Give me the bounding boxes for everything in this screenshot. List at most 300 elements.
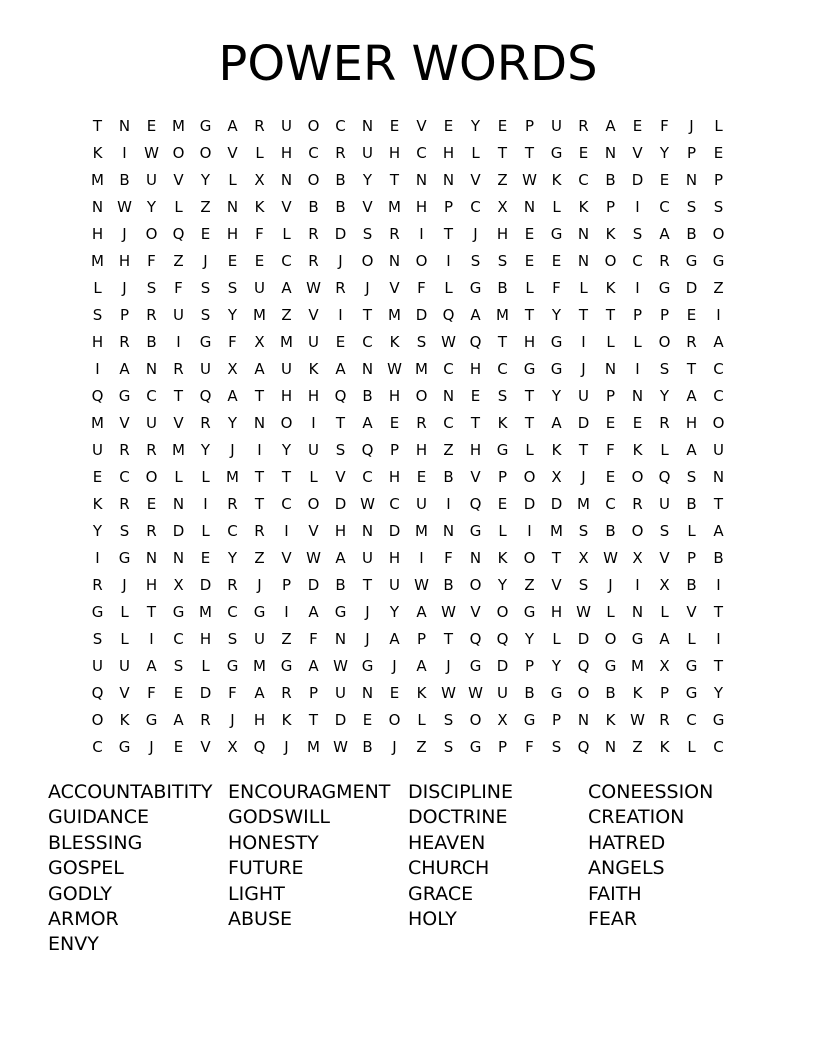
grid-letter[interactable]: M	[253, 306, 266, 324]
grid-letter[interactable]: C	[443, 360, 454, 378]
grid-letter[interactable]: B	[119, 171, 130, 189]
grid-letter[interactable]: V	[335, 468, 346, 486]
grid-letter[interactable]: K	[632, 684, 643, 702]
grid-letter[interactable]: G	[550, 225, 563, 243]
grid-letter[interactable]: I	[149, 630, 154, 648]
grid-letter[interactable]: Q	[172, 225, 185, 243]
grid-letter[interactable]: K	[497, 549, 508, 567]
grid-letter[interactable]: H	[550, 603, 563, 621]
grid-letter[interactable]: S	[335, 441, 346, 459]
grid-letter[interactable]: N	[226, 198, 239, 216]
grid-letter[interactable]: U	[335, 684, 346, 702]
grid-letter[interactable]: C	[470, 198, 481, 216]
grid-letter[interactable]: R	[308, 252, 319, 270]
grid-letter[interactable]: U	[362, 549, 373, 567]
grid-letter[interactable]: P	[605, 198, 616, 216]
grid-letter[interactable]: Y	[551, 387, 562, 405]
grid-letter[interactable]: Q	[91, 684, 104, 702]
grid-letter[interactable]: O	[415, 387, 428, 405]
grid-letter[interactable]: S	[659, 522, 670, 540]
grid-letter[interactable]: P	[443, 198, 454, 216]
grid-letter[interactable]: Y	[497, 576, 508, 594]
grid-letter[interactable]: C	[686, 711, 697, 729]
grid-letter[interactable]: M	[199, 603, 212, 621]
grid-letter[interactable]: E	[173, 684, 184, 702]
grid-letter[interactable]: M	[415, 360, 428, 378]
grid-letter[interactable]: E	[254, 252, 265, 270]
grid-letter[interactable]: L	[687, 522, 696, 540]
grid-letter[interactable]: U	[254, 279, 265, 297]
grid-letter[interactable]: U	[308, 441, 319, 459]
grid-letter[interactable]: N	[280, 171, 293, 189]
grid-letter[interactable]: R	[200, 711, 211, 729]
grid-letter[interactable]: L	[255, 144, 264, 162]
grid-letter[interactable]: G	[226, 657, 239, 675]
grid-letter[interactable]: X	[227, 360, 238, 378]
grid-letter[interactable]: G	[550, 144, 563, 162]
grid-letter[interactable]: I	[527, 522, 532, 540]
grid-letter[interactable]: E	[659, 171, 670, 189]
grid-letter[interactable]: G	[361, 657, 374, 675]
grid-letter[interactable]: M	[388, 198, 401, 216]
grid-letter[interactable]: G	[523, 603, 536, 621]
grid-letter[interactable]: D	[307, 576, 320, 594]
grid-letter[interactable]: V	[119, 684, 130, 702]
grid-letter[interactable]: C	[443, 414, 454, 432]
grid-letter[interactable]: H	[253, 711, 266, 729]
grid-letter[interactable]: J	[365, 630, 370, 648]
grid-letter[interactable]: N	[442, 522, 455, 540]
grid-letter[interactable]: P	[281, 576, 292, 594]
grid-letter[interactable]: P	[497, 738, 508, 756]
grid-letter[interactable]: J	[446, 657, 451, 675]
grid-letter[interactable]: R	[119, 333, 130, 351]
grid-letter[interactable]: R	[173, 360, 184, 378]
grid-letter[interactable]: O	[631, 522, 644, 540]
grid-letter[interactable]: S	[497, 387, 508, 405]
grid-letter[interactable]: N	[712, 468, 725, 486]
grid-letter[interactable]: T	[173, 387, 184, 405]
grid-letter[interactable]: W	[603, 549, 618, 567]
grid-letter[interactable]: R	[281, 684, 292, 702]
grid-letter[interactable]: D	[577, 630, 590, 648]
grid-letter[interactable]: D	[523, 495, 536, 513]
grid-letter[interactable]: V	[632, 144, 643, 162]
grid-letter[interactable]: T	[578, 441, 589, 459]
grid-letter[interactable]: L	[498, 522, 507, 540]
grid-letter[interactable]: L	[120, 630, 129, 648]
grid-letter[interactable]: R	[146, 522, 157, 540]
grid-letter[interactable]: H	[523, 333, 536, 351]
grid-letter[interactable]: I	[716, 306, 721, 324]
grid-letter[interactable]: E	[362, 711, 373, 729]
grid-letter[interactable]: E	[686, 306, 697, 324]
grid-letter[interactable]: I	[284, 603, 289, 621]
grid-letter[interactable]: K	[119, 711, 130, 729]
grid-letter[interactable]: B	[686, 495, 697, 513]
grid-letter[interactable]: R	[416, 414, 427, 432]
grid-letter[interactable]: R	[254, 522, 265, 540]
grid-letter[interactable]: U	[173, 306, 184, 324]
grid-letter[interactable]: U	[497, 684, 508, 702]
grid-letter[interactable]: V	[362, 198, 373, 216]
grid-letter[interactable]: A	[470, 306, 481, 324]
grid-letter[interactable]: G	[118, 738, 131, 756]
grid-letter[interactable]: I	[635, 279, 640, 297]
grid-letter[interactable]: K	[551, 441, 562, 459]
grid-letter[interactable]: J	[203, 252, 208, 270]
grid-letter[interactable]: G	[604, 657, 617, 675]
grid-letter[interactable]: J	[473, 225, 478, 243]
grid-letter[interactable]: O	[199, 144, 212, 162]
grid-letter[interactable]: D	[550, 495, 563, 513]
grid-letter[interactable]: X	[254, 333, 265, 351]
grid-letter[interactable]: A	[119, 360, 130, 378]
grid-letter[interactable]: E	[524, 225, 535, 243]
grid-letter[interactable]: K	[416, 684, 427, 702]
grid-letter[interactable]: Q	[577, 738, 590, 756]
grid-letter[interactable]: Z	[443, 441, 454, 459]
grid-letter[interactable]: T	[92, 117, 103, 135]
grid-letter[interactable]: G	[550, 360, 563, 378]
grid-letter[interactable]: X	[551, 468, 562, 486]
grid-letter[interactable]: R	[227, 495, 238, 513]
grid-letter[interactable]: A	[713, 333, 724, 351]
grid-letter[interactable]: C	[713, 738, 724, 756]
grid-letter[interactable]: V	[281, 549, 292, 567]
grid-letter[interactable]: E	[416, 468, 427, 486]
grid-letter[interactable]: J	[284, 738, 289, 756]
grid-letter[interactable]: O	[307, 117, 320, 135]
grid-letter[interactable]: A	[335, 360, 346, 378]
grid-letter[interactable]: B	[335, 171, 346, 189]
grid-letter[interactable]: R	[92, 576, 103, 594]
grid-letter[interactable]: H	[280, 144, 293, 162]
grid-letter[interactable]: T	[551, 549, 562, 567]
grid-letter[interactable]: N	[91, 198, 104, 216]
grid-letter[interactable]: D	[334, 711, 347, 729]
grid-letter[interactable]: L	[525, 279, 534, 297]
grid-letter[interactable]: V	[389, 279, 400, 297]
grid-letter[interactable]: T	[146, 603, 157, 621]
grid-letter[interactable]: I	[635, 576, 640, 594]
grid-letter[interactable]: C	[605, 495, 616, 513]
grid-letter[interactable]: U	[308, 333, 319, 351]
grid-letter[interactable]: R	[389, 225, 400, 243]
grid-letter[interactable]: J	[338, 252, 343, 270]
grid-letter[interactable]: Z	[632, 738, 643, 756]
grid-letter[interactable]: D	[199, 684, 212, 702]
grid-letter[interactable]: U	[146, 171, 157, 189]
grid-letter[interactable]: A	[659, 225, 670, 243]
grid-letter[interactable]: B	[605, 171, 616, 189]
grid-letter[interactable]: R	[335, 279, 346, 297]
grid-letter[interactable]: D	[334, 495, 347, 513]
grid-letter[interactable]: E	[632, 414, 643, 432]
grid-letter[interactable]: E	[335, 333, 346, 351]
grid-letter[interactable]: M	[307, 738, 320, 756]
grid-letter[interactable]: F	[552, 279, 561, 297]
grid-letter[interactable]: E	[389, 414, 400, 432]
grid-letter[interactable]: J	[149, 738, 154, 756]
grid-letter[interactable]: V	[470, 468, 481, 486]
grid-letter[interactable]: A	[227, 117, 238, 135]
grid-letter[interactable]: I	[257, 441, 262, 459]
grid-letter[interactable]: C	[173, 630, 184, 648]
grid-letter[interactable]: Q	[199, 387, 212, 405]
grid-letter[interactable]: A	[308, 657, 319, 675]
grid-letter[interactable]: Y	[524, 630, 535, 648]
grid-letter[interactable]: L	[687, 738, 696, 756]
grid-letter[interactable]: J	[689, 117, 694, 135]
grid-letter[interactable]: I	[203, 495, 208, 513]
grid-letter[interactable]: T	[254, 387, 265, 405]
grid-letter[interactable]: G	[253, 603, 266, 621]
grid-letter[interactable]: T	[443, 225, 454, 243]
grid-letter[interactable]: P	[659, 306, 670, 324]
grid-letter[interactable]: C	[92, 738, 103, 756]
grid-letter[interactable]: H	[280, 387, 293, 405]
grid-letter[interactable]: Q	[469, 333, 482, 351]
grid-letter[interactable]: E	[470, 387, 481, 405]
grid-letter[interactable]: P	[308, 684, 319, 702]
grid-letter[interactable]: T	[713, 495, 724, 513]
grid-letter[interactable]: Q	[658, 468, 671, 486]
grid-letter[interactable]: Y	[389, 603, 400, 621]
grid-letter[interactable]: D	[496, 657, 509, 675]
grid-letter[interactable]: B	[497, 279, 508, 297]
grid-letter[interactable]: Y	[659, 144, 670, 162]
grid-letter[interactable]: P	[524, 117, 535, 135]
grid-letter[interactable]: N	[145, 549, 158, 567]
grid-letter[interactable]: J	[581, 468, 586, 486]
grid-letter[interactable]: Q	[469, 495, 482, 513]
grid-letter[interactable]: S	[686, 468, 697, 486]
grid-letter[interactable]: T	[524, 306, 535, 324]
grid-letter[interactable]: H	[118, 252, 131, 270]
grid-letter[interactable]: L	[606, 603, 615, 621]
grid-letter[interactable]: R	[686, 333, 697, 351]
grid-letter[interactable]: F	[255, 225, 264, 243]
grid-letter[interactable]: Q	[496, 630, 509, 648]
grid-letter[interactable]: P	[659, 684, 670, 702]
grid-letter[interactable]: Z	[281, 630, 292, 648]
grid-letter[interactable]: F	[417, 279, 426, 297]
grid-letter[interactable]: G	[334, 603, 347, 621]
grid-letter[interactable]: A	[308, 603, 319, 621]
grid-letter[interactable]: F	[660, 117, 669, 135]
grid-letter[interactable]: L	[417, 711, 426, 729]
grid-letter[interactable]: E	[227, 252, 238, 270]
grid-letter[interactable]: O	[145, 468, 158, 486]
grid-letter[interactable]: S	[443, 711, 454, 729]
grid-letter[interactable]: A	[605, 117, 616, 135]
grid-letter[interactable]: Q	[91, 387, 104, 405]
grid-letter[interactable]: U	[362, 144, 373, 162]
grid-letter[interactable]: H	[685, 414, 698, 432]
grid-letter[interactable]: Y	[92, 522, 103, 540]
grid-letter[interactable]: D	[685, 279, 698, 297]
grid-letter[interactable]: L	[201, 468, 210, 486]
grid-letter[interactable]: H	[415, 441, 428, 459]
grid-letter[interactable]: M	[388, 306, 401, 324]
grid-letter[interactable]: K	[659, 738, 670, 756]
grid-letter[interactable]: L	[552, 630, 561, 648]
grid-letter[interactable]: M	[226, 468, 239, 486]
grid-letter[interactable]: D	[415, 306, 428, 324]
grid-letter[interactable]: K	[605, 279, 616, 297]
grid-letter[interactable]: P	[686, 549, 697, 567]
grid-letter[interactable]: O	[172, 144, 185, 162]
grid-letter[interactable]: M	[280, 333, 293, 351]
grid-letter[interactable]: V	[173, 414, 184, 432]
grid-letter[interactable]: U	[416, 495, 427, 513]
grid-letter[interactable]: T	[281, 468, 292, 486]
grid-letter[interactable]: T	[254, 495, 265, 513]
grid-letter[interactable]: I	[419, 225, 424, 243]
grid-letter[interactable]: R	[119, 495, 130, 513]
grid-letter[interactable]: L	[282, 225, 291, 243]
grid-letter[interactable]: K	[632, 441, 643, 459]
grid-letter[interactable]: W	[468, 684, 483, 702]
grid-letter[interactable]: R	[659, 711, 670, 729]
grid-letter[interactable]: G	[91, 603, 104, 621]
grid-letter[interactable]: G	[712, 252, 725, 270]
grid-letter[interactable]: U	[254, 630, 265, 648]
grid-letter[interactable]: I	[419, 549, 424, 567]
grid-letter[interactable]: V	[281, 198, 292, 216]
grid-letter[interactable]: N	[361, 684, 374, 702]
grid-letter[interactable]: G	[145, 711, 158, 729]
grid-letter[interactable]: Y	[551, 306, 562, 324]
grid-letter[interactable]: U	[92, 657, 103, 675]
grid-letter[interactable]: V	[200, 738, 211, 756]
grid-letter[interactable]: L	[309, 468, 318, 486]
grid-letter[interactable]: E	[713, 144, 724, 162]
grid-letter[interactable]: Y	[200, 171, 211, 189]
grid-letter[interactable]: R	[578, 117, 589, 135]
grid-letter[interactable]: S	[416, 333, 427, 351]
grid-letter[interactable]: H	[91, 333, 104, 351]
grid-letter[interactable]: M	[172, 441, 185, 459]
grid-letter[interactable]: U	[146, 414, 157, 432]
grid-letter[interactable]: E	[389, 117, 400, 135]
grid-letter[interactable]: H	[496, 225, 509, 243]
grid-letter[interactable]: F	[606, 441, 615, 459]
grid-letter[interactable]: E	[632, 117, 643, 135]
grid-letter[interactable]: W	[360, 495, 375, 513]
grid-letter[interactable]: U	[551, 117, 562, 135]
grid-letter[interactable]: X	[578, 549, 589, 567]
grid-letter[interactable]: N	[469, 549, 482, 567]
grid-letter[interactable]: L	[228, 171, 237, 189]
grid-letter[interactable]: M	[91, 414, 104, 432]
grid-letter[interactable]: S	[497, 252, 508, 270]
grid-letter[interactable]: L	[714, 117, 723, 135]
grid-letter[interactable]: A	[227, 387, 238, 405]
grid-letter[interactable]: R	[659, 414, 670, 432]
grid-letter[interactable]: W	[306, 549, 321, 567]
grid-letter[interactable]: Q	[442, 306, 455, 324]
grid-letter[interactable]: A	[713, 522, 724, 540]
grid-letter[interactable]: L	[579, 279, 588, 297]
grid-letter[interactable]: O	[388, 711, 401, 729]
grid-letter[interactable]: Y	[551, 657, 562, 675]
grid-letter[interactable]: N	[442, 387, 455, 405]
grid-letter[interactable]: N	[577, 711, 590, 729]
grid-letter[interactable]: A	[389, 630, 400, 648]
grid-letter[interactable]: Z	[524, 576, 535, 594]
grid-letter[interactable]: T	[254, 468, 265, 486]
grid-letter[interactable]: G	[685, 657, 698, 675]
grid-letter[interactable]: D	[577, 414, 590, 432]
grid-letter[interactable]: X	[173, 576, 184, 594]
grid-letter[interactable]: S	[659, 360, 670, 378]
grid-letter[interactable]: H	[91, 225, 104, 243]
grid-letter[interactable]: W	[117, 198, 132, 216]
grid-letter[interactable]: S	[632, 225, 643, 243]
grid-letter[interactable]: E	[578, 144, 589, 162]
grid-letter[interactable]: K	[281, 711, 292, 729]
grid-letter[interactable]: O	[712, 225, 725, 243]
grid-letter[interactable]: D	[388, 522, 401, 540]
grid-letter[interactable]: T	[605, 306, 616, 324]
grid-letter[interactable]: R	[632, 495, 643, 513]
grid-letter[interactable]: P	[389, 441, 400, 459]
grid-letter[interactable]: T	[362, 576, 373, 594]
grid-letter[interactable]: C	[389, 495, 400, 513]
grid-letter[interactable]: Q	[361, 441, 374, 459]
grid-letter[interactable]: G	[118, 549, 131, 567]
grid-letter[interactable]: N	[604, 360, 617, 378]
grid-letter[interactable]: O	[469, 711, 482, 729]
grid-letter[interactable]: R	[146, 306, 157, 324]
grid-letter[interactable]: K	[92, 495, 103, 513]
grid-letter[interactable]: T	[713, 603, 724, 621]
grid-letter[interactable]: V	[119, 414, 130, 432]
grid-letter[interactable]: Y	[281, 441, 292, 459]
grid-letter[interactable]: H	[388, 468, 401, 486]
grid-letter[interactable]: G	[172, 603, 185, 621]
grid-letter[interactable]: T	[335, 414, 346, 432]
grid-letter[interactable]: R	[200, 414, 211, 432]
grid-letter[interactable]: I	[635, 360, 640, 378]
grid-letter[interactable]: O	[307, 495, 320, 513]
grid-letter[interactable]: H	[415, 198, 428, 216]
grid-letter[interactable]: B	[335, 576, 346, 594]
grid-letter[interactable]: X	[254, 171, 265, 189]
grid-letter[interactable]: C	[335, 117, 346, 135]
grid-letter[interactable]: X	[632, 549, 643, 567]
grid-letter[interactable]: Q	[334, 387, 347, 405]
grid-letter[interactable]: A	[362, 414, 373, 432]
grid-letter[interactable]: T	[713, 657, 724, 675]
grid-letter[interactable]: F	[147, 684, 156, 702]
grid-letter[interactable]: D	[631, 171, 644, 189]
grid-letter[interactable]: P	[686, 144, 697, 162]
grid-letter[interactable]: W	[414, 576, 429, 594]
grid-letter[interactable]: W	[333, 738, 348, 756]
grid-letter[interactable]: V	[470, 171, 481, 189]
grid-letter[interactable]: N	[361, 117, 374, 135]
grid-letter[interactable]: S	[200, 279, 211, 297]
grid-letter[interactable]: E	[443, 117, 454, 135]
grid-letter[interactable]: I	[338, 306, 343, 324]
grid-letter[interactable]: X	[659, 576, 670, 594]
grid-letter[interactable]: U	[200, 360, 211, 378]
grid-letter[interactable]: V	[416, 117, 427, 135]
grid-letter[interactable]: A	[146, 657, 157, 675]
